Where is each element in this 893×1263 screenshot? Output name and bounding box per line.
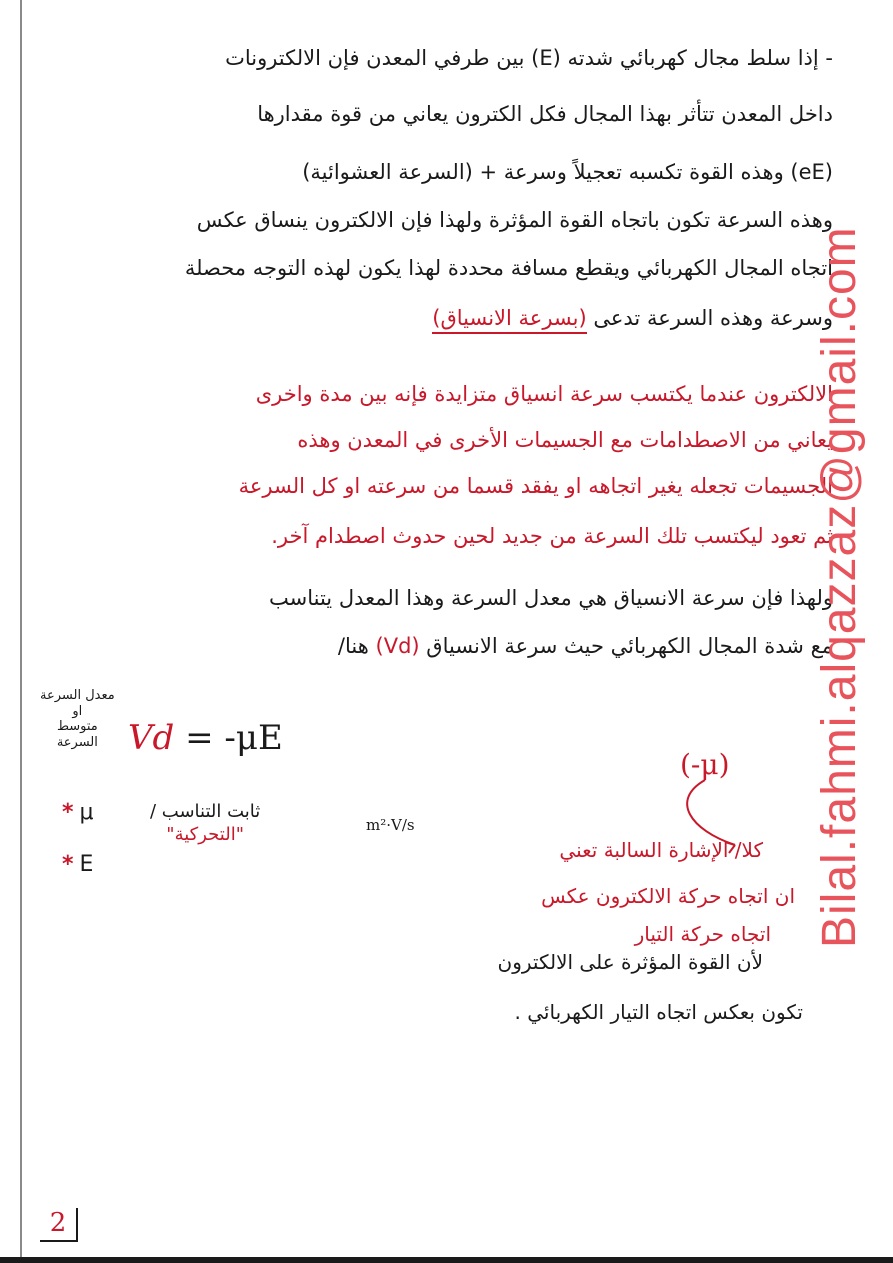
text-line: مع شدة المجال الكهربائي حيث سرعة الانسياق (Vd) هنا/ [337, 634, 833, 658]
text-line: وهذه السرعة تكون باتجاه القوة المؤثرة ولهذا فإن الالكترون ينساق عكس [196, 208, 833, 232]
text-line: - إذا سلط مجال كهربائي شدته (E) بين طرفي المعدن فإن الالكترونات [225, 46, 833, 70]
formula-side-label: معدل السرعة او متوسط السرعة [40, 688, 115, 750]
star-icon: * [62, 800, 74, 825]
page-bottom-edge [0, 1257, 893, 1263]
explanation-line: لأن القوة المؤثرة على الالكترون [497, 950, 763, 974]
legend-e: * E [62, 852, 94, 877]
formula-rhs: = -μE [185, 718, 283, 758]
vd-symbol: (Vd) [375, 634, 420, 658]
text-line: الجسيمات تجعله يغير اتجاهه او يفقد قسما من سرعته او كل السرعة [238, 474, 833, 498]
text-line: الالكترون عندما يكتسب سرعة انسياق متزايدة فإنه بين مدة واخرى [255, 382, 833, 406]
text-line: ولهذا فإن سرعة الانسياق هي معدل السرعة وهذا المعدل يتناسب [269, 586, 833, 610]
star-icon: * [62, 852, 74, 877]
text-line: اتجاه المجال الكهربائي ويقطع مسافة محددة لهذا يكون لهذه التوجه محصلة [184, 256, 833, 280]
explanation-line: ان اتجاه حركة الالكترون عكس [541, 884, 795, 908]
explanation-line: تكون بعكس اتجاه التيار الكهربائي . [514, 1000, 803, 1024]
email-watermark: Bilal.fahmi.alqazzaz@gmail.com [813, 226, 866, 948]
text-line: وسرعة وهذه السرعة تدعى (بسرعة الانسياق) [432, 306, 833, 331]
page-number: 2 [40, 1208, 78, 1242]
explanation-line: كلا/ الإشارة السالبة تعني [559, 838, 763, 862]
mu-sign-label: (-μ) [680, 748, 730, 781]
mu-definition: ثابت التناسب / "التحركية" [150, 801, 261, 846]
text-line: يعاني من الاصطدامات مع الجسيمات الأخرى في المعدن وهذه [297, 428, 833, 452]
explanation-line: اتجاه حركة التيار [634, 922, 771, 946]
legend-mu: * μ [62, 800, 94, 825]
drift-velocity-term: (بسرعة الانسياق) [432, 306, 586, 334]
formula-lhs: Vd [128, 718, 175, 758]
mu-units: m²·V/s [366, 816, 415, 834]
text-line: داخل المعدن تتأثر بهذا المجال فكل الكترون يعاني من قوة مقدارها [257, 102, 833, 126]
text-line: ثم تعود ليكتسب تلك السرعة من جديد لحين حدوث اصطدام آخر. [271, 524, 833, 548]
text-line: (eE) وهذه القوة تكسبه تعجيلاً وسرعة + (السرعة العشوائية) [302, 160, 833, 184]
